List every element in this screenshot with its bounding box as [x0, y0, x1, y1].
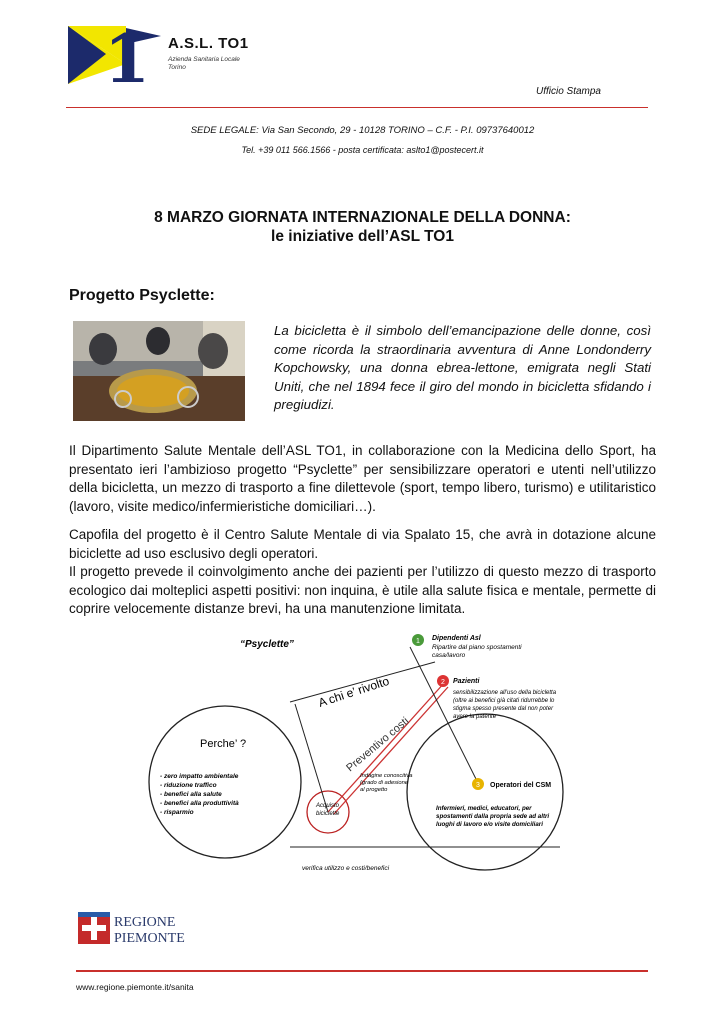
section-title: Progetto Psyclette:	[69, 287, 215, 304]
perche-label: Perche’ ?	[200, 738, 247, 750]
svg-text:Ripartire dal piano spostament: Ripartire dal piano spostamenti	[432, 644, 522, 651]
svg-text:Pazienti: Pazienti	[453, 678, 480, 685]
bicycle-quote: La bicicletta è il simbolo dell’emancipazione delle donne, così come ricorda la straordinaria avventura di Anne Londonderry Kopchowsky, una donna ebrea-lettone, emigrata negli Stati Uniti, che nel 1894 fece il giro del mondo in bicicletta sfidando i pregiudizi.	[274, 323, 651, 412]
paragraph-pazienti: Il progetto prevede il coinvolgimento anche dei pazienti per l’utilizzo di questo mezzo di trasporto ecologico dai molteplici aspetti positivi: non inquina, è utile alla salute fisica e mentale, permette di coprire velocemente distanze brevi, ha una manutenzione limitata.	[69, 564, 656, 616]
org-name: A.S.L. TO1	[168, 35, 249, 52]
asl-logo	[66, 24, 256, 86]
a-chi-label: A chi e’ rivolto	[316, 673, 391, 710]
org-subtitle-line2: Torino	[168, 64, 186, 71]
svg-text:3: 3	[476, 782, 480, 789]
paragraph-dipartimento: Il Dipartimento Salute Mentale dell’ASL TO1, in collaborazione con la Medicina dello Sport, ha presentato ieri l’ambizioso progetto “Psyclette” per sensibilizzare operatori e utenti nell’utilizzo della bicicletta, un mezzo di trasporto a fine dilettevole (sport, tempo libero, turismo) e utilitaristico (lavoro, visite medico/infermieristiche domiciliari…).	[69, 443, 656, 514]
header-rule	[66, 107, 648, 108]
svg-text:2: 2	[441, 679, 445, 686]
diagram-title: “Psyclette”	[240, 639, 294, 650]
footer-url[interactable]: www.regione.piemonte.it/sanita	[76, 982, 194, 992]
svg-text:- risparmio: - risparmio	[160, 809, 194, 816]
regione-line2: PIEMONTE	[114, 931, 185, 946]
svg-text:Operatori del CSM: Operatori del CSM	[490, 782, 552, 789]
svg-text:luoghi di lavoro e/o visite do: luoghi di lavoro e/o visite domiciliari	[436, 821, 543, 828]
paragraph-capofila: Capofila del progetto è il Centro Salute Mentale di via Spalato 15, che avrà in dotazione alcune biciclette ad uso esclusivo degli operatori.	[69, 527, 656, 561]
asl-logo-mark	[66, 24, 166, 86]
preventivo-label: Preventivo costi	[344, 715, 412, 775]
svg-text:sensibilizzazione all’uso dell: sensibilizzazione all’uso della bicicletta	[453, 690, 557, 696]
svg-text:spostamenti dalla propria sede: spostamenti dalla propria sede ad altri	[436, 813, 550, 820]
svg-text:- benefici alla produttività: - benefici alla produttività	[160, 800, 239, 807]
svg-text:- benefici alla salute: - benefici alla salute	[160, 791, 222, 798]
office-label: Ufficio Stampa	[535, 86, 601, 97]
meeting-photo	[73, 321, 245, 421]
org-subtitle	[168, 56, 278, 72]
psyclette-diagram	[140, 632, 600, 882]
contact-line: Tel. +39 011 566.1566 - posta certificata: aslto1@postecert.it	[241, 145, 484, 155]
regione-piemonte-logo	[78, 910, 188, 946]
svg-text:biciclette: biciclette	[316, 811, 340, 817]
title-line1: 8 MARZO GIORNATA INTERNAZIONALE DELLA DONNA:	[154, 209, 571, 226]
svg-text:verifica utilizzo e costi/ben: verifica utilizzo e costi/benefici	[302, 865, 390, 872]
svg-text:avere la patente: avere la patente	[453, 714, 497, 720]
svg-text:1: 1	[104, 24, 150, 86]
footer-rule	[76, 970, 648, 972]
svg-text:Acquisto: Acquisto	[316, 803, 340, 809]
svg-text:(oltre ai benefici già citati: (oltre ai benefici già citati ridurrebbe lo	[453, 698, 555, 704]
org-subtitle-line1: Azienda Sanitaria Locale	[168, 56, 240, 63]
document-title	[0, 208, 725, 246]
regione-line1: REGIONE	[114, 915, 176, 930]
svg-text:Dipendenti Asl: Dipendenti Asl	[432, 635, 481, 642]
legal-address: SEDE LEGALE: Via San Secondo, 29 - 10128 TORINO – C.F. - P.I. 09737640012	[190, 125, 535, 136]
title-line2: le iniziative dell’ASL TO1	[271, 228, 454, 245]
svg-text:stigma spesso presente dal non: stigma spesso presente dal non poter	[453, 706, 554, 712]
svg-text:Infermieri, medici, educatori,: Infermieri, medici, educatori, per	[436, 805, 532, 812]
svg-text:(grado di adesione: (grado di adesione	[360, 780, 409, 786]
svg-text:1: 1	[416, 638, 420, 645]
svg-text:- riduzione traffico: - riduzione traffico	[160, 782, 217, 789]
svg-text:al progetto: al progetto	[360, 787, 388, 793]
svg-text:casa/lavoro: casa/lavoro	[432, 652, 466, 659]
svg-text:- zero impatto ambientale: - zero impatto ambientale	[160, 773, 239, 780]
svg-text:Indagine conoscitiva: Indagine conoscitiva	[360, 773, 413, 779]
